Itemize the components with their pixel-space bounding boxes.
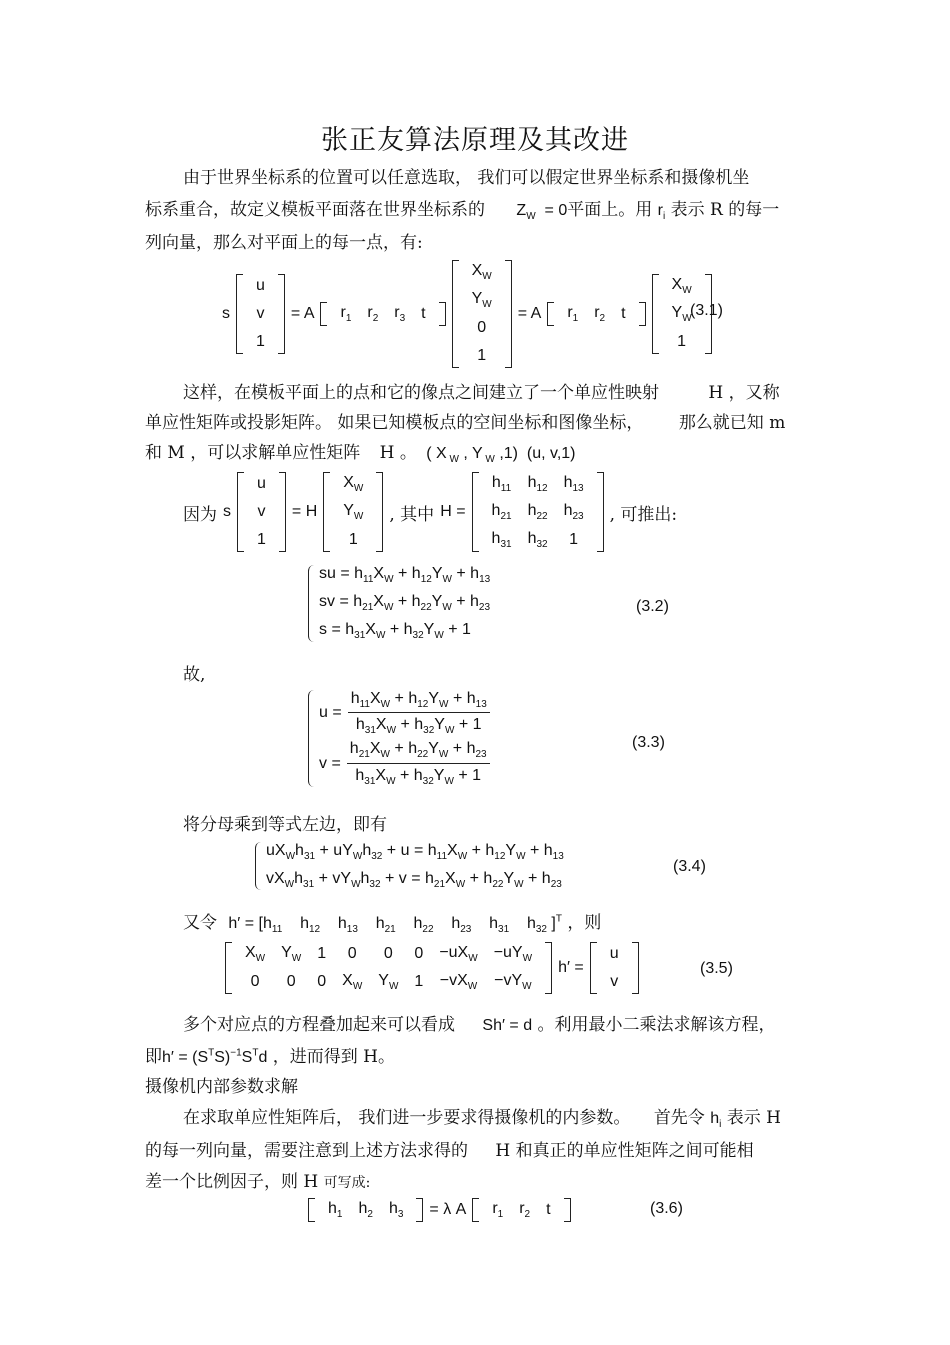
para3-line1 bbox=[183, 1010, 776, 1035]
least-squares-solution: $h' = (S^TS)^{-1}S^Td$ bbox=[162, 1047, 268, 1066]
para2-text-f: H 。 bbox=[379, 443, 417, 463]
para2-text-c: 单应性矩阵或投影矩阵。 如果已知模板点的空间坐标和图像坐标， bbox=[145, 413, 644, 433]
para1-line2 bbox=[145, 195, 779, 222]
hi-symbol: $h_i$ bbox=[710, 1110, 722, 1131]
section-heading: 摄像机内部参数求解 bbox=[145, 1077, 298, 1097]
para1-text-a: 标系重合，故定义模板平面落在世界坐标系的 bbox=[145, 200, 485, 220]
para2-line3 bbox=[145, 438, 575, 465]
para4-line2 bbox=[145, 1136, 754, 1161]
equation-label-3-1: (3.1) bbox=[690, 302, 723, 319]
para4-text-a: 在求取单应性矩阵后， 我们进一步要求得摄像机的内参数。 bbox=[183, 1108, 631, 1128]
equation-label-3-6: (3.6) bbox=[650, 1200, 683, 1217]
para2-text-a: 这样，在模板平面上的点和它的像点之间建立了一个单应性映射 bbox=[183, 383, 659, 403]
para3-text-c: 即 bbox=[145, 1047, 162, 1067]
derive-text: , 可推出: bbox=[609, 504, 678, 525]
para3-text-a: 多个对应点的方程叠加起来可以看成 bbox=[183, 1015, 455, 1035]
zw-eq-zero: $Z_W = 0$ bbox=[516, 202, 568, 223]
para2-text-b: H ，又称 bbox=[708, 383, 780, 403]
hprime-vector: $h' = [h_{11}$ $h_{12}$ $h_{13}$ $h_{21}$ $h_{22}$ $h_{23}$ $h_{31}$ $h_{32}$ ]$^T$ bbox=[228, 913, 562, 936]
because-text: 因为 bbox=[183, 504, 217, 525]
para2-line1 bbox=[183, 378, 780, 403]
para4-text-g: 可写成: bbox=[323, 1175, 371, 1191]
equation-3-1: s u v 1 = A $r_1$ $r_2$ $r_3$ t $X_W$ $Y_W$ 0 1 = A $r_1$ $r_2$ t $X_W$ $Y_W$ 1 bbox=[222, 258, 712, 370]
equation-3-2: su = $h_{11}X_W + h_{12}Y_W + h_{13}$ sv = $h_{21}X_W + h_{22}Y_W + h_{23}$ $s = h_{31}X_W + h_{32}Y_W + 1$ bbox=[308, 565, 490, 647]
equation-3-4: $uX_Wh_{31} + uY_Wh_{32} + u = h_{11}X_W + h_{12}Y_W + h_{13}$ $vX_Wh_{31} + vY_Wh_{32} + v = h_{21}X_W + h_{22}Y_W + h_{23}$ bbox=[255, 842, 564, 895]
equation-label-3-3: (3.3) bbox=[632, 734, 665, 751]
page-title: 张正友算法原理及其改进 bbox=[321, 125, 629, 156]
para3-text-b: 。利用最小二乘法求解该方程， bbox=[537, 1015, 776, 1035]
para2-text-e: 和 M ，可以求解单应性矩阵 bbox=[145, 443, 361, 463]
equation-3-5: $X_W$ $Y_W$ 1 0 0 0 $-uX_W$ $-uY_W$ 0 0 0 $X_W$ $Y_W$ 1 $-vX_W$ $-vY_W$ h′ = u v bbox=[225, 940, 639, 996]
point-correspondence: ( X $_W$ , Y $_W$ ,1) (u, v,1) bbox=[426, 445, 576, 466]
equation-label-3-2: (3.2) bbox=[636, 598, 669, 615]
para3-text-d: ，进而得到 H。 bbox=[272, 1047, 395, 1067]
equation-label-3-4: (3.4) bbox=[673, 858, 706, 875]
para3-line2 bbox=[145, 1042, 395, 1067]
para2-text-d: 那么就已知 m bbox=[678, 413, 786, 433]
multiply-text: 将分母乘到等式左边，即有 bbox=[183, 815, 387, 835]
para4-text-f: 差一个比例因子，则 H bbox=[145, 1172, 319, 1192]
where-text: , 其中 bbox=[389, 504, 435, 525]
equation-3-6: $h_1$ $h_2$ $h_3$ = λ A $r_1$ $r_2$ t bbox=[308, 1196, 571, 1224]
para4-line3 bbox=[145, 1167, 370, 1192]
para1-text-c: 表示 R 的每一 bbox=[670, 200, 780, 220]
para4-text-d: 的每一列向量，需要注意到上述方法求得的 bbox=[145, 1141, 468, 1161]
hprime-definition bbox=[183, 908, 601, 935]
sh-eq-d: Sh′ = d bbox=[482, 1017, 533, 1034]
para2-line2 bbox=[145, 408, 785, 433]
para1-text-b: 平面上。用 bbox=[567, 200, 653, 220]
para4-text-e: H 和真正的单应性矩阵之间可能相 bbox=[495, 1141, 754, 1161]
equation-3-3: u = $\frac{h_{11}X_W + h_{12}Y_W + h_{13}}{h_{31}X_W + h_{32}Y_W + 1}$ v = $\frac{h_{21}X_W + h_{22}Y_W + h_{23}}{h_{31}X_W + h_{32}Y_W + 1}$ bbox=[308, 690, 490, 792]
para1-line3: 列向量，那么对平面上的每一点，有: bbox=[145, 233, 423, 253]
para1-line1: 由于世界坐标系的位置可以任意选取， 我们可以假定世界坐标系和摄像机坐 bbox=[183, 168, 750, 188]
then-text: ，则 bbox=[567, 913, 602, 933]
para4-text-b: 首先令 bbox=[653, 1108, 705, 1128]
para4-text-c: 表示 H bbox=[726, 1108, 781, 1128]
para4-line1 bbox=[183, 1103, 781, 1130]
equation-label-3-5: (3.5) bbox=[700, 960, 733, 977]
therefore-text: 故, bbox=[183, 665, 206, 685]
homography-definition: 因为 s u v 1 = H $X_W$ $Y_W$ 1 , 其中 H = $h_{11}$ $h_{12}$ $h_{13}$ $h_{21}$ $h_{22}$ $h_{23}$ $h_{31}$ $h_{32}$ 1 , 可推出: bbox=[183, 473, 678, 551]
ri-symbol: $r_i$ bbox=[657, 202, 666, 223]
also-let-text: 又令 bbox=[183, 913, 217, 933]
